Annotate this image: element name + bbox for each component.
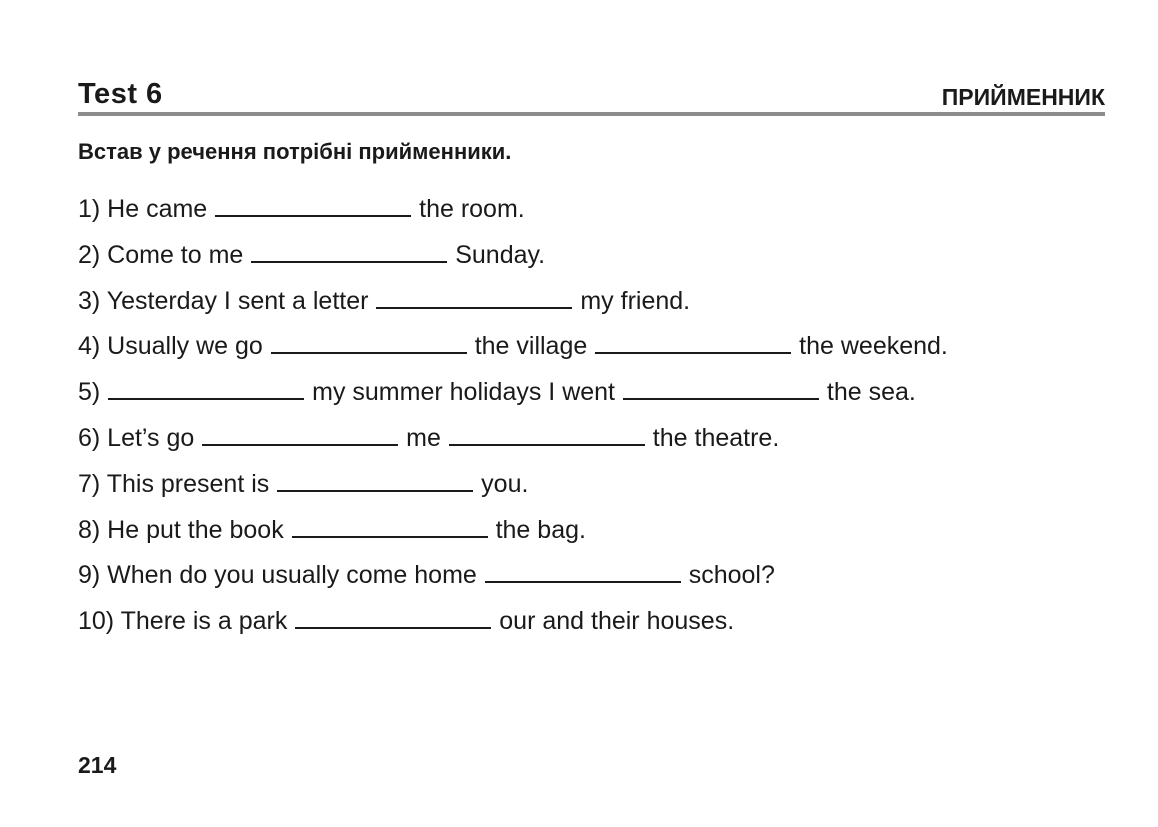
exercise-text: 2) Come to me <box>78 240 251 269</box>
page-header <box>78 76 1105 116</box>
answer-blank[interactable] <box>202 422 398 446</box>
exercise-text: me <box>399 423 448 452</box>
exercise-text: 10) There is a park <box>78 607 295 636</box>
exercise-text: 3) Yesterday I sent a letter <box>78 286 376 315</box>
task-instruction: Встав у речення потрібні прийменники. <box>78 139 512 164</box>
exercise-text: my summer holidays I went <box>305 378 622 407</box>
exercise-text: 9) When do you usually come home <box>78 561 484 590</box>
exercise-item <box>78 193 948 239</box>
answer-blank[interactable] <box>485 559 681 583</box>
answer-blank[interactable] <box>277 468 473 492</box>
answer-blank[interactable] <box>251 239 447 263</box>
exercise-item <box>78 559 948 605</box>
exercise-list <box>78 193 948 651</box>
answer-blank[interactable] <box>108 376 304 400</box>
exercise-text: 4) Usually we go <box>78 332 270 361</box>
exercise-text: 5) <box>78 378 108 407</box>
page-number: 214 <box>78 752 117 778</box>
exercise-item <box>78 285 948 331</box>
exercise-text: the weekend. <box>792 332 948 361</box>
exercise-item <box>78 330 948 376</box>
answer-blank[interactable] <box>623 376 819 400</box>
exercise-text: 6) Let’s go <box>78 423 202 452</box>
exercise-text: school? <box>681 561 775 590</box>
exercise-text: our and their houses. <box>492 607 735 636</box>
exercise-text: the sea. <box>819 378 916 407</box>
test-title: Test 6 <box>78 78 163 110</box>
answer-blank[interactable] <box>215 193 411 217</box>
exercise-item <box>78 468 948 514</box>
exercise-item <box>78 376 948 422</box>
answer-blank[interactable] <box>271 330 467 354</box>
exercise-text: my friend. <box>573 286 691 315</box>
exercise-text: the room. <box>412 195 525 223</box>
exercise-text: you. <box>474 469 529 498</box>
answer-blank[interactable] <box>595 330 791 354</box>
exercise-text: the theatre. <box>645 423 780 452</box>
answer-blank[interactable] <box>292 514 488 538</box>
header-divider <box>78 112 1105 116</box>
topic-heading: ПРИЙМЕННИК <box>941 84 1105 110</box>
exercise-item <box>78 422 948 468</box>
exercise-item <box>78 239 948 285</box>
exercise-text: 1) He came <box>78 195 215 223</box>
exercise-text: 7) This present is <box>78 469 277 498</box>
answer-blank[interactable] <box>295 605 491 629</box>
exercise-text: 8) He put the book <box>78 515 291 544</box>
exercise-text: Sunday. <box>448 240 546 269</box>
exercise-item <box>78 605 948 651</box>
exercise-text: the bag. <box>488 515 586 544</box>
answer-blank[interactable] <box>376 285 572 309</box>
exercise-text: the village <box>467 332 595 361</box>
answer-blank[interactable] <box>449 422 645 446</box>
exercise-item <box>78 514 948 560</box>
